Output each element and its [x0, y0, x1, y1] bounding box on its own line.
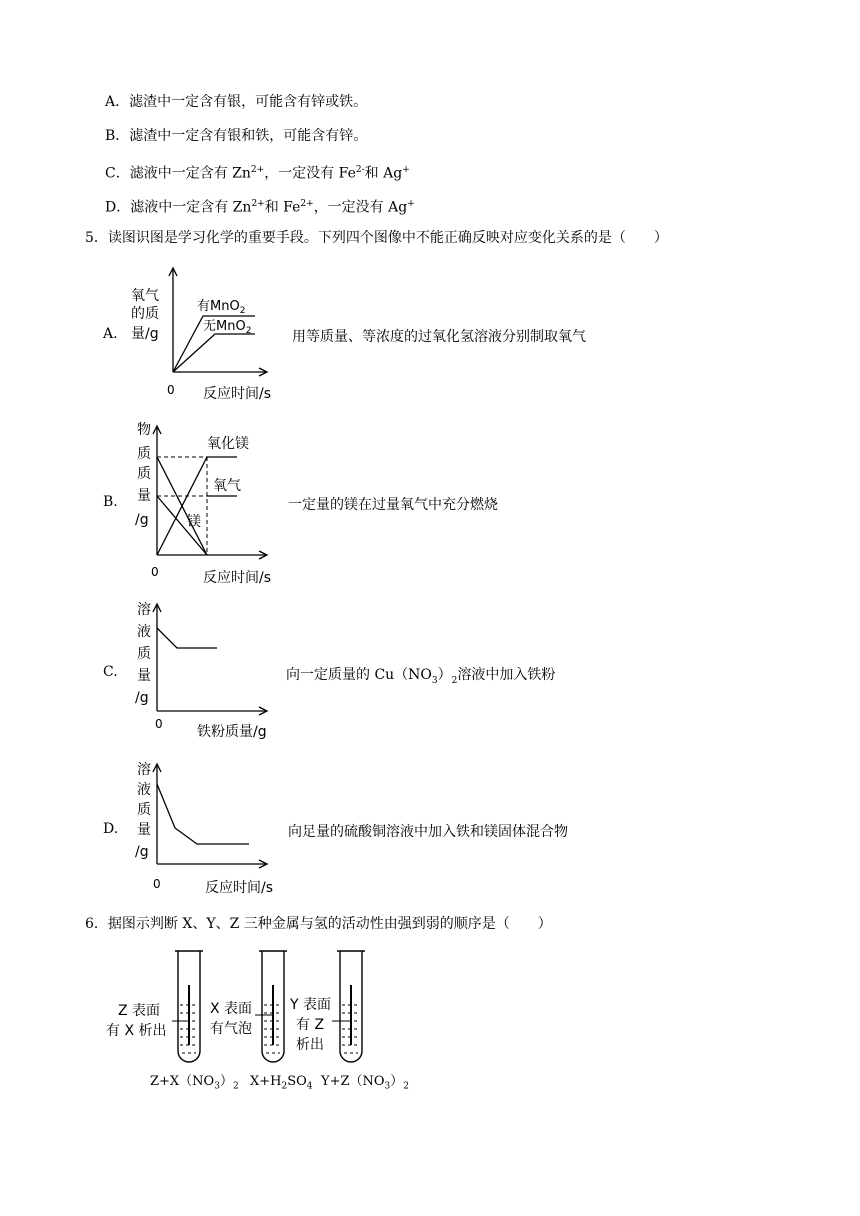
graph-d-ylabel-4: 量 — [137, 822, 151, 838]
q5-option-a-desc: 用等质量、等浓度的过氧化氢溶液分别制取氧气 — [292, 329, 586, 345]
q4-option-d: D．滤液中一定含有 $Zn^{2+}$和 $Fe^{2+}$，一定没有 Ag+ — [105, 199, 415, 216]
tube-3-label-line2: 有 Z — [296, 1017, 325, 1033]
q6-equation-2: $X+H_2SO_4$ — [250, 1074, 313, 1092]
q6-stem: 6．据图示判断 X、Y、Z 三种金属与氢的活动性由强到弱的顺序是（ ） — [85, 916, 552, 932]
q5-option-b-label: B. — [103, 494, 118, 510]
graph-a-ylabel-1: 氧气 — [131, 288, 159, 304]
graph-b-curve-o2: 氧气 — [213, 478, 241, 494]
graph-c-origin: 0 — [155, 717, 163, 731]
graph-b-ylabel-2: 质 — [137, 446, 151, 462]
tube-1-label-line1: Z 表面 — [118, 1003, 161, 1019]
tube-3-label-line1: Y 表面 — [290, 997, 332, 1013]
graph-d-ylabel-2: 液 — [137, 782, 151, 798]
graph-c-xlabel: 铁粉质量/g — [197, 724, 267, 740]
graph-a-ylabel-3: 量/g — [131, 326, 159, 342]
tube-2-label-line2: 有气泡 — [210, 1021, 252, 1037]
graph-d-origin: 0 — [153, 877, 161, 891]
q5-option-b-desc: 一定量的镁在过量氧气中充分燃烧 — [288, 497, 498, 513]
q5-option-c-label: C. — [103, 664, 118, 680]
graph-c-ylabel-3: 质 — [137, 646, 151, 662]
q5-option-a-label: A. — [103, 326, 118, 342]
graph-d-xlabel: 反应时间/s — [205, 880, 274, 896]
graph-a-curve-with-mno2: 有MnO$_2$ — [197, 299, 246, 316]
q5-option-d-desc: 向足量的硫酸铜溶液中加入铁和镁固体混合物 — [288, 824, 568, 840]
graph-a-origin: 0 — [167, 383, 175, 397]
graph-a-xlabel: 反应时间/s — [203, 386, 272, 402]
q5-option-c-desc: 向一定质量的 $Cu(NO_3)_2$溶液中加入铁粉 — [286, 667, 556, 686]
graph-a — [125, 262, 285, 407]
graph-b-xlabel: 反应时间/s — [203, 570, 272, 586]
graph-d — [125, 758, 285, 898]
graph-d-ylabel-3: 质 — [137, 802, 151, 818]
tube-3-label-line3: 析出 — [296, 1037, 324, 1053]
q6-equation-1: $Z+X(NO_3)_2$ — [150, 1074, 239, 1092]
graph-c — [125, 598, 285, 746]
graph-b-curve-mgo: 氧化镁 — [207, 436, 249, 452]
graph-b-origin: 0 — [151, 565, 159, 579]
q5-stem: 5．读图识图是学习化学的重要手段。下列四个图像中不能正确反映对应变化关系的是（ ） — [85, 230, 668, 246]
tube-2-label-line1: X 表面 — [210, 1001, 253, 1017]
graph-b-ylabel-5: /g — [135, 512, 149, 528]
graph-d-ylabel-1: 溶 — [137, 762, 151, 778]
q4-option-a: A．滤渣中一定含有银，可能含有锌或铁。 — [105, 94, 368, 110]
q5-option-d-label: D. — [103, 821, 119, 837]
graph-b-ylabel-1: 物 — [137, 422, 151, 438]
graph-c-ylabel-4: 量 — [137, 668, 151, 684]
graph-c-ylabel-5: /g — [135, 690, 149, 706]
graph-d-ylabel-5: /g — [135, 844, 149, 860]
graph-a-curve-without-mno2: 无MnO$_2$ — [203, 319, 252, 336]
graph-c-ylabel-2: 液 — [137, 624, 151, 640]
graph-b-ylabel-3: 质 — [137, 466, 151, 482]
q4-option-b: B．滤渣中一定含有银和铁，可能含有锌。 — [105, 128, 368, 144]
graph-b — [125, 418, 285, 588]
tube-1-label-line2: 有 X 析出 — [106, 1023, 167, 1039]
q4-option-c: C．滤液中一定含有 $Zn^{2+}$，一定没有 $Fe^{2-}$和 Ag+ — [105, 165, 410, 182]
q6-equation-3: $Y+Z(NO_3)_2$ — [321, 1074, 410, 1092]
graph-a-ylabel-2: 的质 — [131, 306, 159, 322]
graph-b-curve-mg: 镁 — [187, 514, 201, 530]
graph-c-ylabel-1: 溶 — [137, 602, 151, 618]
graph-b-ylabel-4: 量 — [137, 488, 151, 504]
